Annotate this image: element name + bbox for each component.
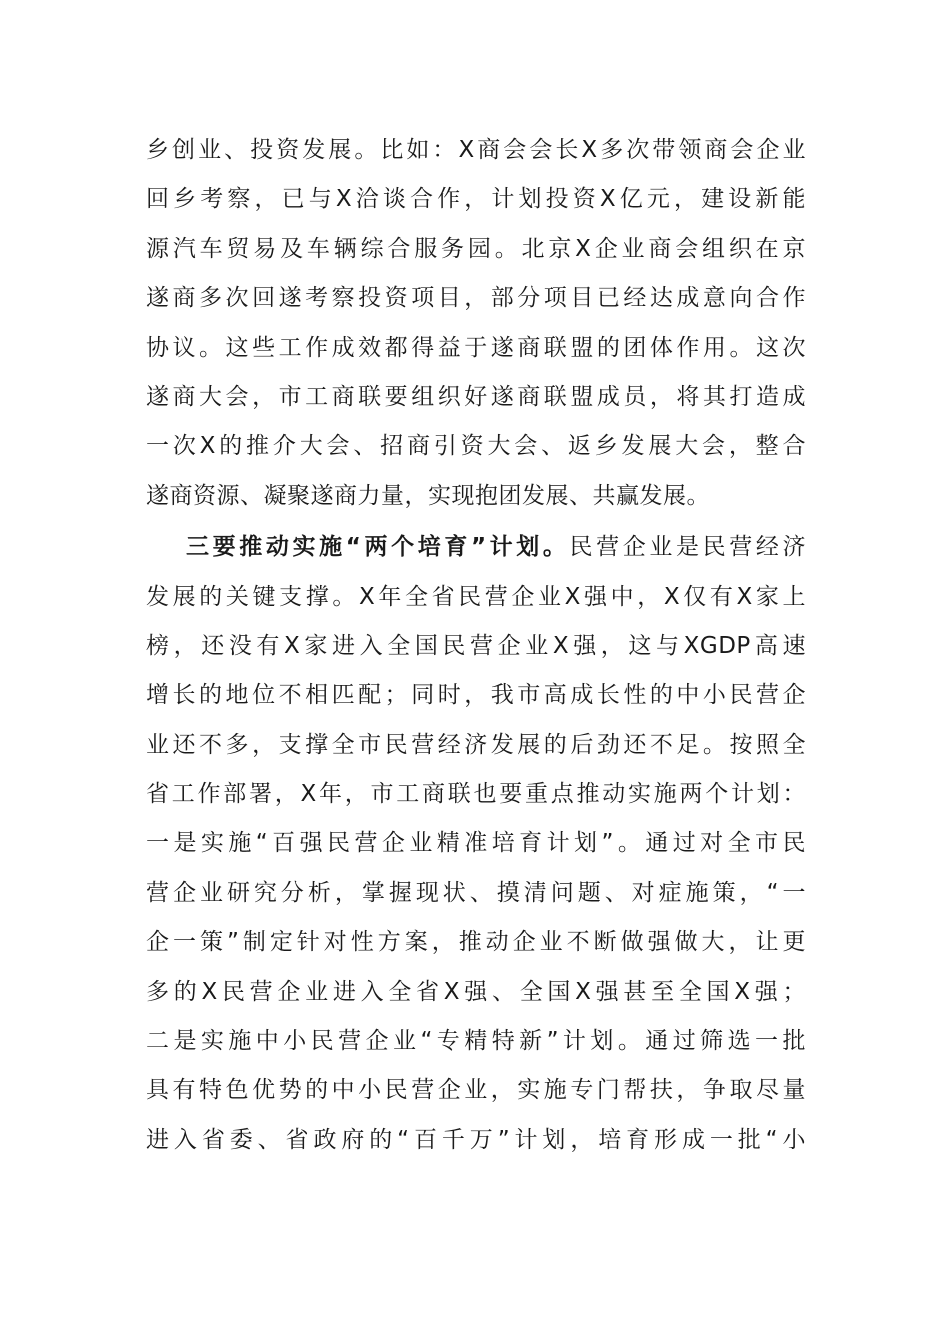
text-line: 一是实施“百强民营企业精准培育计划”。通过对全市民 [146, 830, 806, 857]
text-line: 业还不多，支撑全市民营经济发展的后劲还不足。按照全 [146, 731, 806, 758]
text-line: 遂商资源、凝聚遂商力量，实现抱团发展、共赢发展。 [146, 482, 710, 509]
text-line: 进入省委、省政府的“百千万”计划，培育形成一批“小 [146, 1126, 806, 1153]
section-heading: 三要推动实施“两个培育”计划。 [186, 534, 570, 561]
text-line: 增长的地位不相匹配；同时，我市高成长性的中小民营企 [146, 682, 806, 709]
text-line: 协议。这些工作成效都得益于遂商联盟的团体作用。这次 [146, 334, 806, 361]
text-line: 一次X的推介大会、招商引资大会、返乡发展大会，整合 [146, 433, 806, 460]
text-line: 遂商大会，市工商联要组织好遂商联盟成员，将其打造成 [146, 383, 806, 410]
text-line: 遂商多次回遂考察投资项目，部分项目已经达成意向合作 [146, 285, 806, 312]
document-body [146, 126, 806, 1165]
paragraph-2 [146, 523, 806, 1165]
text-line: 发展的关键支撑。X年全省民营企业X强中，X仅有X家上 [146, 583, 806, 610]
text-line-first [146, 523, 806, 572]
paragraph-1 [146, 126, 806, 521]
text-line: 企一策”制定针对性方案，推动企业不断做强做大，让更 [146, 929, 806, 956]
text-line: 营企业研究分析，掌握现状、摸清问题、对症施策，“一 [146, 879, 806, 906]
text-line: 具有特色优势的中小民营企业，实施专门帮扶，争取尽量 [146, 1077, 806, 1104]
text-line: 乡创业、投资发展。比如：X商会会长X多次带领商会企业 [146, 137, 806, 163]
text-line: 回乡考察，已与X洽谈合作，计划投资X亿元，建设新能 [146, 186, 806, 213]
text-line: 二是实施中小民营企业“专精特新”计划。通过筛选一批 [146, 1028, 806, 1055]
text-line: 多的X民营企业进入全省X强、全国X强甚至全国X强； [146, 978, 806, 1005]
text-line: 省工作部署，X年，市工商联也要重点推动实施两个计划： [146, 781, 806, 808]
text-line: 榜，还没有X家进入全国民营企业X强，这与XGDP高速 [146, 632, 806, 659]
first-line-text: 民营企业是民营经济 [569, 534, 807, 561]
text-line: 源汽车贸易及车辆综合服务园。北京X企业商会组织在京 [146, 235, 806, 262]
